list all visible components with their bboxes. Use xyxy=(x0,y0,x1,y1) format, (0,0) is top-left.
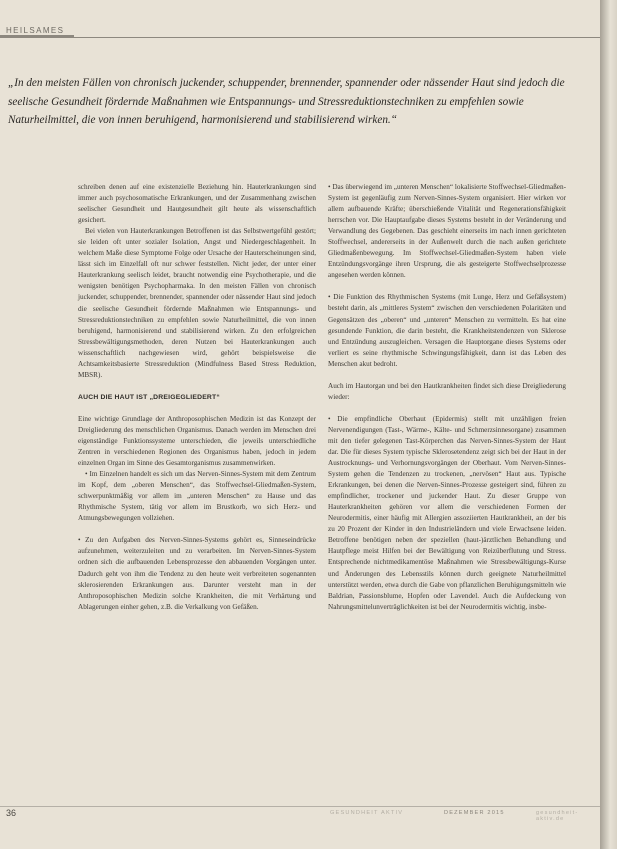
left-column xyxy=(78,182,316,613)
footer-issue-date: DEZEMBER 2015 xyxy=(444,810,505,816)
header-rule xyxy=(0,37,600,38)
right-paragraph-1: • Das überwiegend im „unteren Menschen“ lokalisierte Stoffwechsel-Gliedmaßen-System ist gegenläufig zum Nerven-Sinnes-System organisiert. Hier wirken vor allem aufbauende Kräfte; überschießende Vitalität und Regenerationsfähigkeit herrschen vor. Die Hauptaufgabe dieses Systems besteht in der Veränderung und Verwandlung des Gegebenen. Das geschieht einerseits im nach innen gerichteten Stoffwechsel, andererseits in der Außenwelt durch die nach außen gerichtete Gliedmaßenbewegung. Im Stoffwechsel-Gliedmaßen-System haben viele Entzündungsvorgänge ihren Ursprung, die als gesteigerte Stoffwechselprozesse angesehen werden können. xyxy=(328,182,566,281)
page-number: 36 xyxy=(6,808,17,818)
right-paragraph-2: • Die Funktion des Rhythmischen Systems (mit Lunge, Herz und Gefäßsystem) besteht darin, als „mittleres System“ zwischen den verschiedenen Polaritäten und Gegensätzen des „oberen“ und „unteren“ Menschen zu vermitteln. Es hat eine gesundende Funktion, die darin besteht, die Krankheitstendenzen von Sklerose und Entzündung auszugleichen. Versagen die Hauptorgane dieses Systems oder verliert es seine rhythmische Schwingungsfähigkeit, dann ist das Leben des Menschen akut bedroht. xyxy=(328,292,566,369)
right-column xyxy=(328,182,566,613)
footer-rule xyxy=(0,806,600,807)
left-paragraph-4: • Im Einzelnen handelt es sich um das Nerven-Sinnes-System mit dem Zentrum im Kopf, dem „oberen Menschen“, das Stoffwechsel-Gliedmaßen-System, schwerpunktmäßig vor allem im „unteren Menschen“ zu Hause und das Rhythmische System, tätig vor allem im Brustkorb, wo sich Herz- und Atmungsbewegungen vollziehen. xyxy=(78,469,316,524)
left-paragraph-1: schreiben denen auf eine existenzielle Beziehung hin. Hauterkrankungen sind immer auch psychosomatische Erkrankungen, und der Zusammenhang zwischen seelischer Gesundheit und Hautgesundheit gilt heute als wissenschaftlich gesichert. xyxy=(78,183,316,225)
footer-magazine-name: GESUNDHEIT AKTIV xyxy=(330,810,404,816)
pull-quote: „In den meisten Fällen von chronisch juckender, schuppender, brennender, spannender oder nässender Haut sind jedoch die seelische Gesundheit fördernde Maßnahmen wie Entspannungs- und Stressreduktionstechniken zu empfehlen sowie Naturheilmittel, die von innen beruhigend, harmonisierend und stabilisierend wirken.“ xyxy=(8,77,565,126)
left-paragraph-3: Eine wichtige Grundlage der Anthroposophischen Medizin ist das Konzept der Dreigliederung des menschlichen Organismus. Danach werden im Menschen drei eigenständige Funktionssysteme unterschieden, die jeweils unterschiedliche Zentren in verschiedenen Regionen des Organismus haben, jedoch in jedem einzelnen Organ im Sinne des Gesamtorganismus zusammenwirken. xyxy=(78,414,316,468)
section-heading: AUCH DIE HAUT IST „DREIGEGLIEDERT“ xyxy=(78,393,220,401)
footer-url: gesundheit-aktiv.de xyxy=(536,810,579,822)
left-paragraph-5: • Zu den Aufgaben des Nerven-Sinnes-Systems gehört es, Sinneseindrücke aufzunehmen, weiterzuleiten und zu verarbeiten. Im Nerven-Sinnes-System ordnen sich die aufbauenden Lebensprozesse den abbauenden Vorgängen unter. Dadurch geht von ihm die Tendenz zu den heute weit verbreiteten sogenannten sklerosierenden Erkrankungen aus. Darunter versteht man in der Anthroposophischen Medizin solche Krankheiten, die mit Verhärtung und Ablagerungen einher gehen, z.B. die Verkalkung von Gefäßen. xyxy=(78,535,316,612)
page-fold-shadow xyxy=(600,0,617,849)
section-label: HEILSAMES xyxy=(6,26,65,35)
right-paragraph-4: • Die empfindliche Oberhaut (Epidermis) stellt mit unzähligen freien Nervenendigungen (Tast-, Wärme-, Kälte- und Schmerzsinnesorgane) zusammen mit den tiefer gelegenen Tast-Körperchen das Nerven-Sinnes-System der Haut dar. Die für dieses System typische Sklerosetendenz zeigt sich bei der Haut in der Austrocknungs- und Verhornungsvorgängen der Oberhaut. Vom Nerven-Sinnes-System gehen die Tendenzen zu trockenen, „nervösen“ Haut aus. Typische Erkrankungen, bei denen die Nerven-Sinnes-Prozesse gesteigert sind, führen zu empfindlicher, trockener und juckender Haut. Zu dieser Gruppe von Hauterkrankheiten gehören vor allem die verschiedenen Formen der Neurodermitis, einer häufig mit Allergien assoziierten Hautkrankheit, an der bis zu 20 Prozent der Kinder in den Industrieländern und viele Erwachsene leiden. Betroffene benötigen neben der speziellen (haut-)ärztlichen Behandlung und Hautpflege meist Hilfen bei der Bewältigung von Reizüberflutung und Stress. Entsprechende nichtmedikamentöse Maßnahmen wie Stressbewältigungs-Kurse und Änderungen des Lebensstils können durch geeignete Naturheilmittel unterstützt werden, etwa durch die Gabe von pflanzlichen Beruhigungsmitteln wie Baldrian, Passionsblume, Hopfen oder Lavendel. Auch die Aufdeckung von Nahrungsmittelunverträglichkeiten ist bei der Neurodermitis wichtig, insbe- xyxy=(328,414,566,613)
left-paragraph-2: Bei vielen von Hauterkrankungen Betroffenen ist das Selbstwertgefühl gestört; sie leiden oft unter sozialer Isolation, Angst und Niedergeschlagenheit. In welchem Maße diese Symptome Folge oder Ursache der Hauterscheinungen sind, lässt sich im Einzelfall oft nur schwer feststellen. Nicht jeder, der unter einer Hauterkrankung seelisch leidet, braucht notwendig eine Psychotherapie, und die wenigsten benötigen Psychopharmaka. In den meisten Fällen von chronisch juckender, schuppender, brennender, spannender oder nässender Haut sind jedoch die seelische Gesundheit fördernde Maßnahmen wie Entspannungs- und Stressreduktionstechniken zu empfehlen sowie Naturheilmittel, die von innen beruhigend, harmonisierend und stabilisierend wirken. Zu den erfolgreichen Stressbewältigungsmethoden, deren Nutzen bei Hauterkrankungen auch wissenschaftlich nachgewiesen wird, gehört beispielsweise die Achtsamkeitsbasierte Stressreduktion (Mindfulness Based Stress Reduktion, MBSR). xyxy=(78,227,316,379)
right-paragraph-3: Auch im Hautorgan und bei den Hautkrankheiten findet sich diese Dreigliederung wieder: xyxy=(328,381,566,401)
